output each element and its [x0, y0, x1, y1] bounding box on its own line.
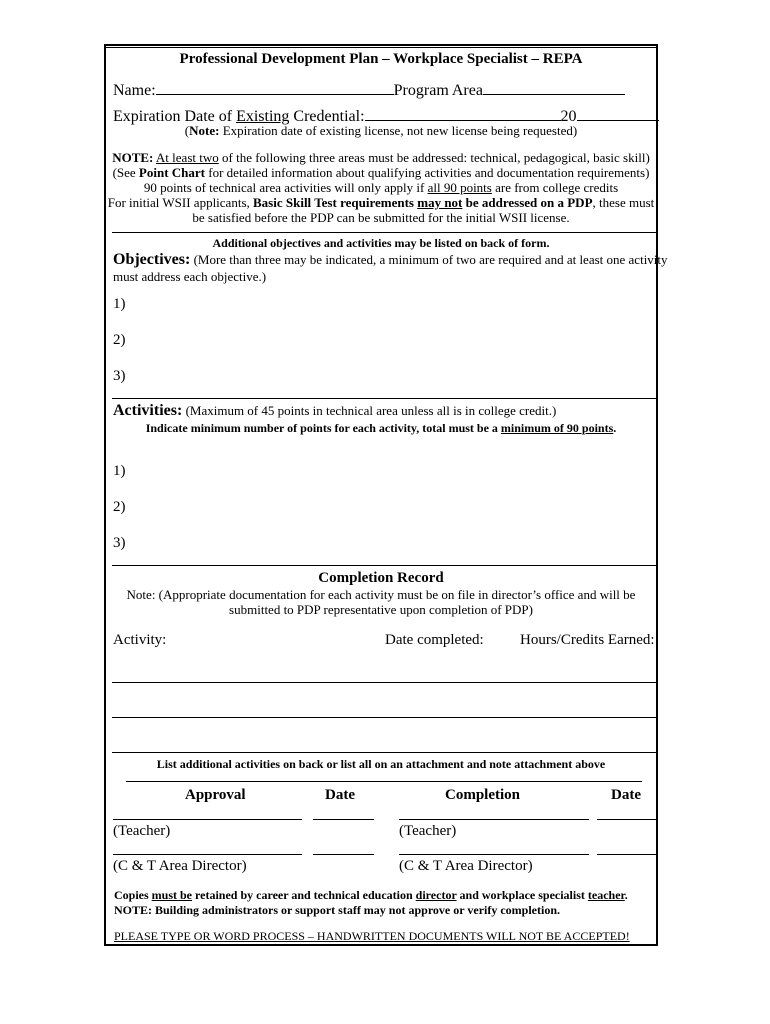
note-addressed: be addressed on a PDP	[462, 195, 593, 210]
note-line-3	[104, 180, 658, 196]
completion-record-heading: Completion Record	[318, 570, 444, 586]
activities-desc: (Maximum of 45 points in technical area unless all is in college credit.)	[182, 403, 557, 418]
completion-date-heading: Date	[611, 787, 641, 803]
completion-teacher-date-line[interactable]	[597, 819, 658, 820]
col-activity: Activity:	[113, 632, 167, 648]
col-hours-credits: Hours/Credits Earned:	[520, 632, 655, 648]
list-additional-note: List additional activities on back or list all on an attachment and note attachment above	[156, 757, 606, 771]
expiration-note-label: Note:	[189, 123, 220, 138]
name-row	[113, 80, 625, 100]
copies-must-be: must be	[151, 888, 193, 902]
activity-item-1[interactable]: 1)	[113, 463, 126, 479]
objectives-heading: Objectives:	[113, 251, 191, 268]
objectives-desc-1: (More than three may be indicated, a minimum of two are required and at least one activity	[190, 252, 668, 267]
expiration-year-field[interactable]	[577, 106, 659, 121]
divider	[112, 232, 658, 233]
note-line-1-text: of the following three areas must be addressed: technical, pedagogical, basic skill)	[218, 150, 650, 165]
program-area-label: Program Area	[393, 82, 483, 99]
copies-retained-note	[114, 888, 628, 903]
expiration-label-prefix: Expiration Date of	[113, 108, 237, 125]
note-line-4	[104, 195, 658, 211]
expiration-year-prefix: 20	[560, 108, 577, 125]
approval-director-label: (C & T Area Director)	[113, 858, 247, 874]
objective-item-2[interactable]: 2)	[113, 332, 126, 348]
copies-mid: retained by career and technical education	[192, 888, 416, 902]
name-label: Name:	[113, 82, 156, 99]
activities-header	[113, 402, 556, 420]
administrators-note: NOTE: Building administrators or support staff may not approve or verify completion.	[114, 903, 561, 917]
note-line-4-text: , these must	[592, 195, 655, 210]
divider	[112, 565, 658, 566]
program-area-field[interactable]	[483, 80, 625, 95]
col-date-completed: Date completed:	[385, 632, 484, 648]
completion-director-label: (C & T Area Director)	[399, 858, 533, 874]
note-line-3-text: are from college credits	[491, 180, 619, 195]
copies-end: .	[624, 888, 628, 902]
note-line-4-pre: For initial WSII applicants,	[107, 195, 254, 210]
copies-mid2: and workplace specialist	[456, 888, 588, 902]
completion-heading: Completion	[445, 787, 520, 803]
completion-note-1: Note: (Appropriate documentation for each activity must be on file in director’s office and will be	[126, 587, 636, 602]
activity-item-2[interactable]: 2)	[113, 499, 126, 515]
approval-teacher-date-line[interactable]	[313, 819, 374, 820]
approval-director-date-line[interactable]	[313, 854, 374, 855]
top-double-line	[104, 47, 658, 48]
approval-teacher-signature-line[interactable]	[113, 819, 302, 820]
name-field[interactable]	[156, 80, 394, 95]
completion-note-2: submitted to PDP representative upon completion of PDP)	[229, 602, 533, 617]
additional-objectives-note: Additional objectives and activities may be listed on back of form.	[212, 236, 550, 250]
activities-heading: Activities:	[113, 402, 183, 419]
completion-line-2[interactable]	[112, 717, 658, 718]
note-line-3-pre: 90 points of technical area activities will only apply if	[143, 180, 428, 195]
expiration-date-field[interactable]	[365, 106, 561, 121]
note-all-90-points: all 90 points	[427, 180, 492, 195]
activities-instruction	[104, 421, 658, 436]
activity-item-3[interactable]: 3)	[113, 535, 126, 551]
expiration-note-open: (	[184, 123, 190, 138]
expiration-note-text: Expiration date of existing license, not new license being requested)	[219, 123, 578, 138]
note-line-5: be satisfied before the PDP can be submitted for the initial WSII license.	[192, 210, 570, 225]
completion-teacher-signature-line[interactable]	[399, 819, 589, 820]
objective-item-3[interactable]: 3)	[113, 368, 126, 384]
approval-teacher-label: (Teacher)	[113, 823, 171, 839]
form-title: Professional Development Plan – Workplace Specialist – REPA	[179, 51, 583, 67]
completion-line-3[interactable]	[112, 752, 658, 753]
note-line-2-pre: (See	[112, 165, 139, 180]
note-line-2	[104, 165, 658, 181]
note-line-1	[104, 150, 658, 166]
note-label: NOTE:	[112, 150, 154, 165]
note-point-chart: Point Chart	[138, 165, 206, 180]
expiration-label-existing: Existing	[236, 108, 290, 125]
copies-director: director	[415, 888, 457, 902]
objective-item-1[interactable]: 1)	[113, 296, 126, 312]
approval-heading: Approval	[185, 787, 246, 803]
divider	[126, 781, 642, 782]
divider	[112, 398, 658, 399]
note-may-not: may not	[417, 195, 463, 210]
activities-minimum-90: minimum of 90 points	[500, 421, 614, 435]
objectives-header	[113, 251, 668, 269]
completion-line-1[interactable]	[112, 682, 658, 683]
approval-date-heading: Date	[325, 787, 355, 803]
activities-instruction-end: .	[613, 421, 617, 435]
copies-teacher: teacher	[587, 888, 625, 902]
activities-instruction-pre: Indicate minimum number of points for each activity, total must be a	[145, 421, 501, 435]
note-line-2-text: for detailed information about qualifying activities and documentation requirements)	[205, 165, 650, 180]
expiration-note	[104, 123, 658, 139]
completion-director-date-line[interactable]	[597, 854, 658, 855]
completion-teacher-label: (Teacher)	[399, 823, 457, 839]
expiration-label-suffix: Credential:	[289, 108, 365, 125]
objectives-desc-2: must address each objective.)	[113, 269, 267, 284]
note-basic-skill: Basic Skill Test requirements	[253, 195, 418, 210]
handwritten-warning: PLEASE TYPE OR WORD PROCESS – HANDWRITTEN DOCUMENTS WILL NOT BE ACCEPTED!	[114, 929, 630, 943]
copies-pre: Copies	[114, 888, 152, 902]
approval-director-signature-line[interactable]	[113, 854, 302, 855]
note-at-least-two: At least two	[155, 150, 219, 165]
completion-director-signature-line[interactable]	[399, 854, 589, 855]
